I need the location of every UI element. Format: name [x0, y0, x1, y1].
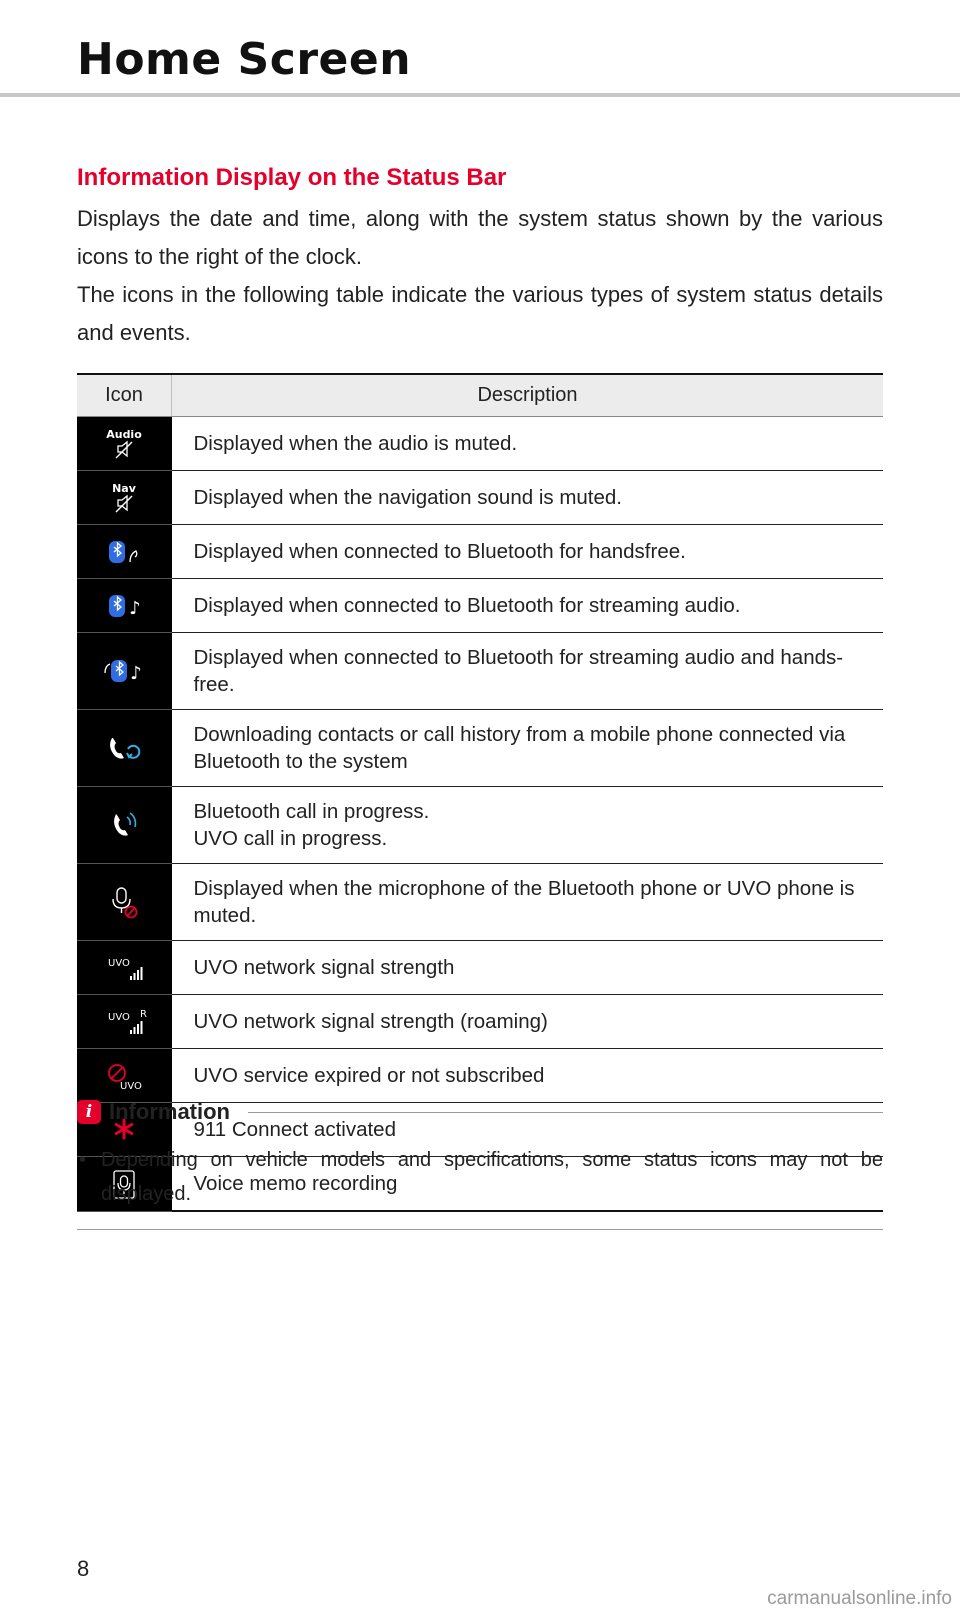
- svg-text:Nav: Nav: [112, 481, 137, 495]
- contacts-download-icon: [94, 728, 154, 768]
- table-row: [77, 633, 883, 710]
- description-cell: Downloading contacts or call history from a mobile phone connected via Bluetooth to the system: [172, 710, 884, 787]
- icon-cell: [77, 417, 172, 471]
- svg-text:UVO: UVO: [108, 1011, 131, 1023]
- icon-cell: [77, 525, 172, 579]
- description-cell: UVO network signal strength: [172, 941, 884, 995]
- table-row: [77, 864, 883, 941]
- table-row: [77, 1049, 883, 1103]
- table-row: [77, 710, 883, 787]
- information-divider: [248, 1112, 883, 1113]
- bluetooth-handsfree-icon: [94, 534, 154, 570]
- intro-paragraph: The icons in the following table indicate the various types of system status details and events.: [77, 282, 883, 345]
- information-body: [77, 1143, 883, 1211]
- svg-text:UVO: UVO: [120, 1080, 143, 1092]
- table-row: [77, 417, 883, 471]
- uvo-signal-roaming-icon: [94, 1004, 154, 1040]
- information-text: Depending on vehicle models and specifications, some status icons may not be displayed.: [101, 1149, 883, 1205]
- description-cell: Voice memo recording: [172, 1157, 884, 1212]
- microphone-muted-icon: [94, 882, 154, 922]
- title-divider: [0, 93, 960, 97]
- uvo-expired-icon: [94, 1058, 154, 1094]
- uvo-signal-icon: [94, 950, 154, 986]
- table-header-row: [77, 374, 883, 417]
- audio-mute-icon: [94, 426, 154, 462]
- header-icon: Icon: [77, 374, 172, 417]
- page-title: Home Screen: [77, 34, 412, 85]
- description-cell: Displayed when connected to Bluetooth for streaming audio and hands-free.: [172, 633, 884, 710]
- nav-mute-icon: [94, 480, 154, 516]
- icon-cell: [77, 995, 172, 1049]
- icon-cell: [77, 633, 172, 710]
- description-cell: 911 Connect activated: [172, 1103, 884, 1157]
- description-line: UVO call in progress.: [193, 827, 388, 850]
- icon-cell: [77, 787, 172, 864]
- svg-text:R: R: [140, 1008, 148, 1020]
- information-note: [77, 1097, 883, 1230]
- description-cell: Displayed when the microphone of the Bluetooth phone or UVO phone is muted.: [172, 864, 884, 941]
- description-cell: Displayed when connected to Bluetooth for streaming audio.: [172, 579, 884, 633]
- info-icon: i: [77, 1100, 101, 1124]
- description-line: Bluetooth call in progress.: [193, 800, 430, 823]
- table-row: [77, 579, 883, 633]
- table-row: [77, 787, 883, 864]
- call-in-progress-icon: [94, 805, 154, 845]
- status-icons-table: [77, 373, 883, 1212]
- intro-paragraph: Displays the date and time, along with the system status shown by the various icons to the right of the clock.: [77, 206, 883, 269]
- icon-cell: [77, 941, 172, 995]
- description-cell: Displayed when the audio is muted.: [172, 417, 884, 471]
- icon-cell: [77, 471, 172, 525]
- svg-text:♪: ♪: [129, 597, 141, 619]
- description-cell: UVO network signal strength (roaming): [172, 995, 884, 1049]
- page-number: 8: [77, 1556, 90, 1581]
- intro-text: [77, 200, 883, 352]
- icon-cell: [77, 1049, 172, 1103]
- icon-cell: [77, 864, 172, 941]
- icon-cell: [77, 579, 172, 633]
- information-bottom-divider: [77, 1229, 883, 1230]
- description-cell: Displayed when the navigation sound is muted.: [172, 471, 884, 525]
- table-row: [77, 941, 883, 995]
- description-cell: [172, 787, 884, 864]
- svg-text:♪: ♪: [130, 663, 142, 684]
- svg-text:UVO: UVO: [108, 957, 131, 969]
- icon-cell: [77, 710, 172, 787]
- description-cell: Displayed when connected to Bluetooth for handsfree.: [172, 525, 884, 579]
- header-description: Description: [172, 374, 884, 417]
- watermark: carmanualsonline.info: [767, 1588, 952, 1609]
- information-header: [77, 1097, 883, 1127]
- information-title: Information: [109, 1099, 230, 1124]
- section-heading: Information Display on the Status Bar: [77, 164, 507, 191]
- bullet-icon: •: [79, 1149, 87, 1171]
- bluetooth-streaming-handsfree-icon: [94, 653, 154, 689]
- svg-text:Audio: Audio: [106, 427, 143, 441]
- table-row: [77, 471, 883, 525]
- description-cell: UVO service expired or not subscribed: [172, 1049, 884, 1103]
- table-row: [77, 995, 883, 1049]
- bluetooth-streaming-icon: [94, 588, 154, 624]
- table-row: [77, 525, 883, 579]
